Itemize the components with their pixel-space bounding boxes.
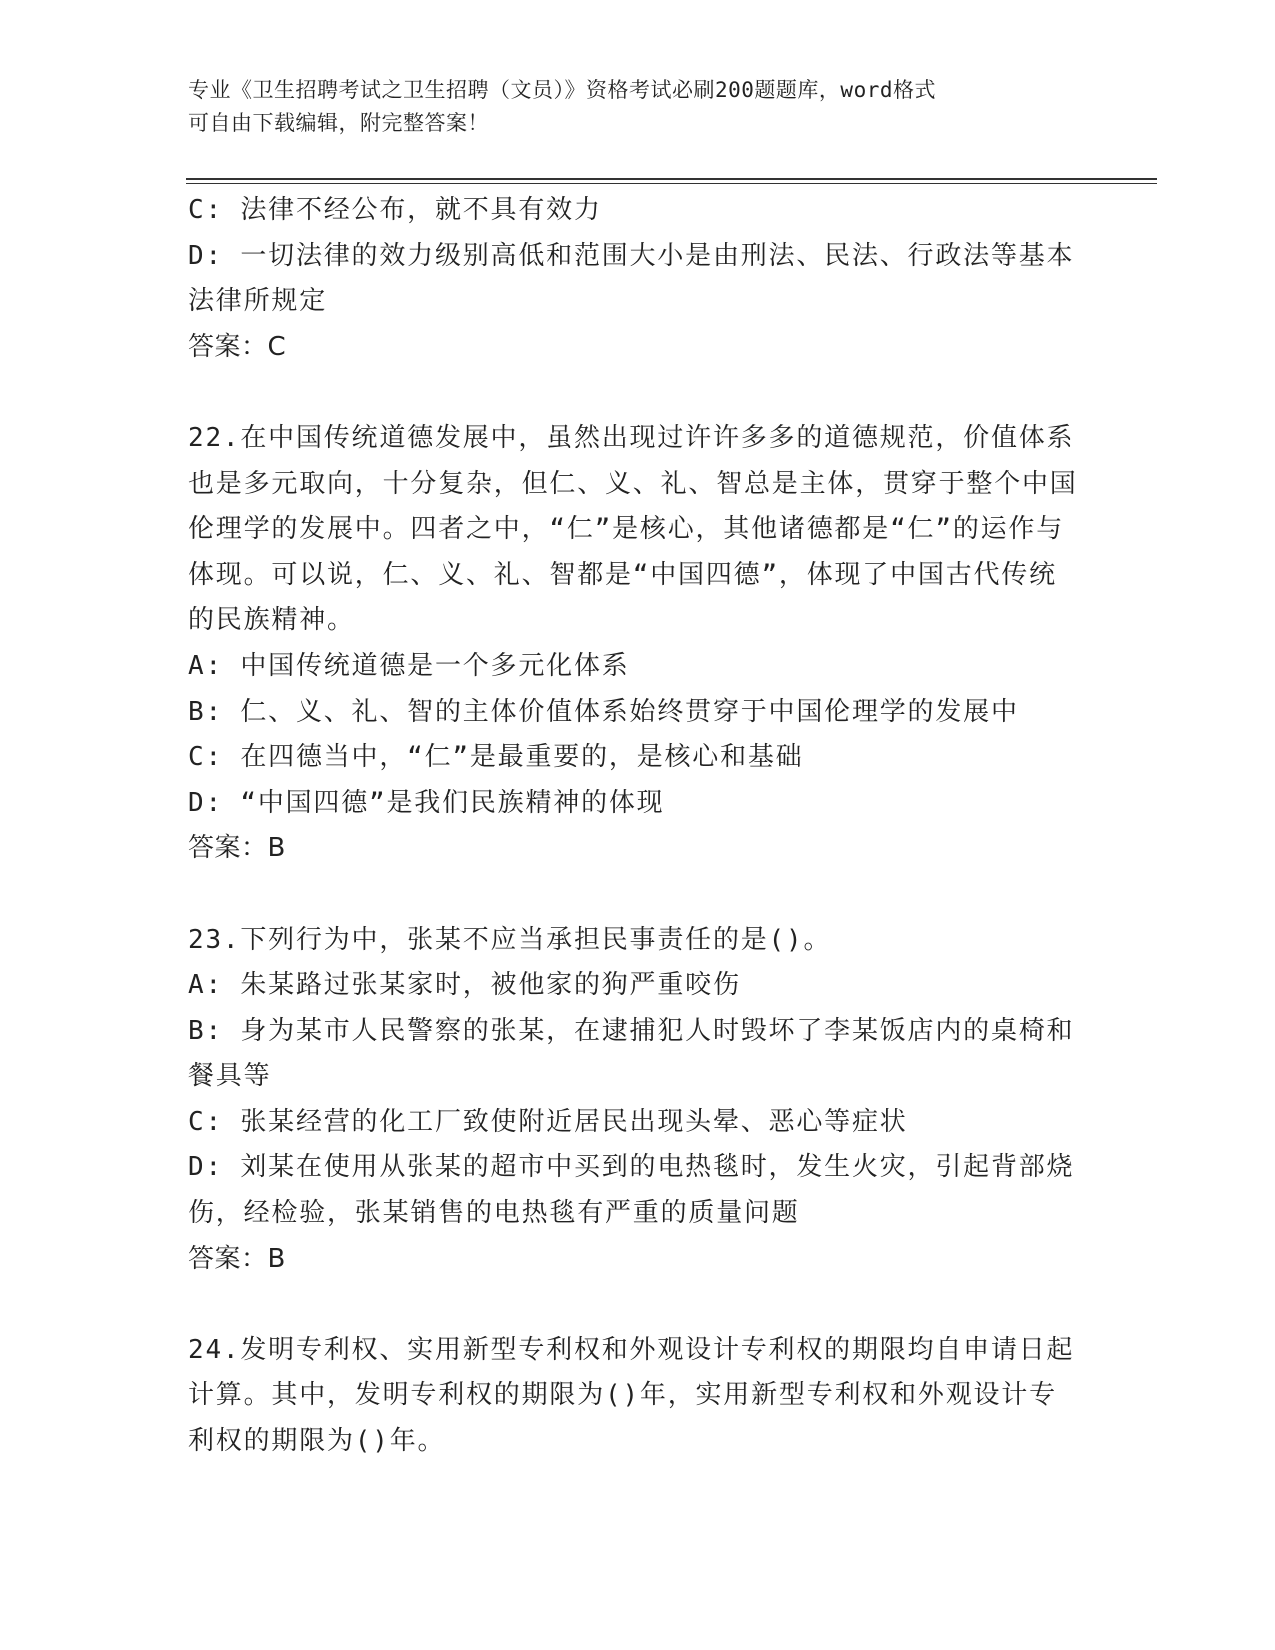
- header-title-line-1: 专业《卫生招聘考试之卫生招聘（文员）》资格考试必刷200题题库，word格式: [188, 78, 936, 102]
- option-d: D: “中国四德”是我们民族精神的体现: [188, 787, 665, 818]
- answer-label: 答案：B: [188, 833, 286, 864]
- option-c: C: 法律不经公布，就不具有效力: [188, 195, 602, 225]
- question-stem: 23.下列行为中，张某不应当承担民事责任的是()。: [188, 924, 832, 955]
- option-d: D: 一切法律的效力级别高低和范围大小是由刑法、民法、行政法等基本法律所规定: [188, 240, 1075, 317]
- question-list: [188, 188, 1078, 1465]
- header-title-line-2: 可自由下载编辑，附完整答案！: [188, 111, 489, 135]
- option-b: B: 仁、义、礼、智的主体价值体系始终贯穿于中国伦理学的发展中: [188, 696, 1019, 727]
- option-c: C: 张某经营的化工厂致使附近居民出现头晕、恶心等症状: [188, 1106, 908, 1137]
- page-header: [188, 74, 1068, 140]
- question-24: [188, 1328, 1078, 1465]
- option-d: D: 刘某在使用从张某的超市中买到的电热毯时，发生火灾，引起背部烧伤，经检验，张某销售的电热毯有严重的质量问题: [188, 1152, 1075, 1229]
- answer-label: 答案：C: [188, 331, 287, 362]
- question-21-continued: [188, 188, 1078, 370]
- option-b: B: 身为某市人民警察的张某，在逮捕犯人时毁坏了李某饭店内的桌椅和餐具等: [188, 1015, 1075, 1092]
- question-22: [188, 416, 1078, 872]
- question-23: [188, 918, 1078, 1283]
- option-a: A: 中国传统道德是一个多元化体系: [188, 650, 630, 681]
- option-a: A: 朱某路过张某家时，被他家的狗严重咬伤: [188, 970, 741, 1001]
- question-stem: 22.在中国传统道德发展中，虽然出现过许许多多的道德规范，价值体系也是多元取向，十分复杂，但仁、义、礼、智总是主体，贯穿于整个中国伦理学的发展中。四者之中，“仁”是核心，其他诸德都是“仁”的运作与体现。可以说，仁、义、礼、智都是“中国四德”，体现了中国古代传统的民族精神。: [188, 422, 1078, 636]
- answer-label: 答案：B: [188, 1243, 286, 1274]
- question-stem: 24.发明专利权、实用新型专利权和外观设计专利权的期限均自申请日起计算。其中，发明专利权的期限为()年，实用新型专利权和外观设计专利权的期限为()年。: [188, 1334, 1075, 1457]
- option-c: C: 在四德当中，“仁”是最重要的，是核心和基础: [188, 742, 804, 773]
- header-divider: [186, 178, 1157, 184]
